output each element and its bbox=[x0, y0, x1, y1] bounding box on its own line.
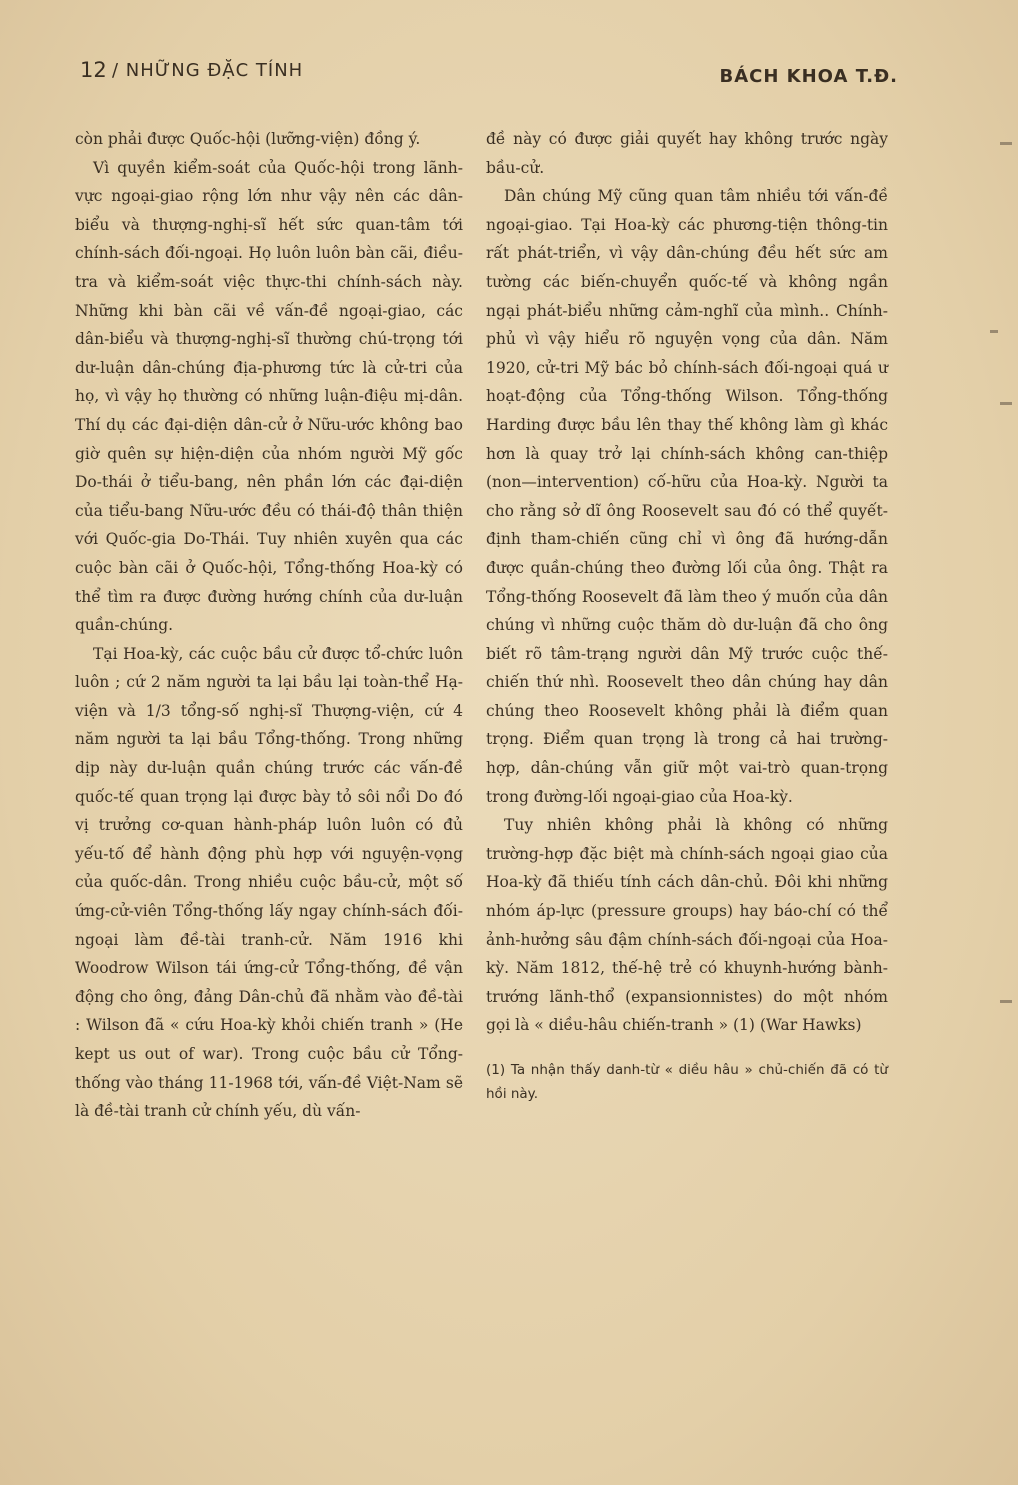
running-title: / NHỮNG ĐẶC TÍNH bbox=[112, 60, 304, 81]
margin-mark bbox=[1000, 142, 1012, 145]
margin-mark bbox=[1000, 1000, 1012, 1003]
footnote: (1) Ta nhận thấy danh-từ « diều hâu » chủ-chiến đã có từ hồi này. bbox=[486, 1062, 888, 1102]
page-header bbox=[80, 58, 898, 98]
margin-mark bbox=[1000, 402, 1012, 405]
margin-mark bbox=[990, 330, 998, 333]
paragraph: đề này có được giải quyết hay không trước ngày bầu-cử. bbox=[486, 130, 888, 177]
paragraph: Tuy nhiên không phải là không có những trường-hợp đặc biệt mà chính-sách ngoại giao của Hoa-kỳ đã thiếu tính cách dân-chủ. Đôi khi những nhóm áp-lực (pressure groups) hay báo-chí có thể ảnh-hưởng sâu đậm chính-sách đối-ngoại của Hoa-kỳ. Năm 1812, thế-hệ trẻ có khuynh-hướng bành-trướng lãnh-thổ (expansionnistes) do một nhóm gọi là « diều-hâu chiến-tranh » (1) (War Hawks) bbox=[486, 816, 888, 1035]
journal-title: BÁCH KHOA T.Đ. bbox=[719, 66, 898, 87]
paragraph: Dân chúng Mỹ cũng quan tâm nhiều tới vấn-đề ngoại-giao. Tại Hoa-kỳ các phương-tiện thông-tin rất phát-triển, vì vậy dân-chúng đều hết sức am tường các biến-chuyển quốc-tế và không ngần ngại phát-biểu những cảm-nghĩ của mình.. Chính-phủ vì vậy hiểu rõ nguyện vọng của dân. Năm 1920, cử-tri Mỹ bác bỏ chính-sách đối-ngoại quá ư hoạt-động của Tổng-thống Wilson. Tổng-thống Harding được bầu lên thay thế không làm gì khác hơn là quay trở lại chính-sách không can-thiệp (non—intervention) cố-hữu của Hoa-kỳ. Người ta cho rằng sở dĩ ông Roosevelt sau đó có thể quyết-định tham-chiến cũng chỉ vì ông đã hướng-dẫn được quần-chúng theo đường lối của ông. Thật ra Tổng-thống Roosevelt đã làm theo ý muốn của dân chúng vì những cuộc thăm dò dư-luận đã cho ông biết rõ tâm-trạng người dân Mỹ trước cuộc thế-chiến thứ nhì. Roosevelt theo dân chúng hay dân chúng theo Roosevelt không phải là điểm quan trọng. Điểm quan trọng là trong cả hai trường-hợp, dân-chúng vẫn giữ một vai-trò quan-trọng trong đường-lối ngoại-giao của Hoa-kỳ. bbox=[486, 187, 888, 806]
paragraph: còn phải được Quốc-hội (lưỡng-viện) đồng ý. bbox=[75, 130, 421, 148]
paragraph: Tại Hoa-kỳ, các cuộc bầu cử được tổ-chức luôn luôn ; cứ 2 năm người ta lại bầu lại toàn-thể Hạ-viện và 1/3 tổng-số nghị-sĩ Thượng-viện, cứ 4 năm người ta lại bầu Tổng-thống. Trong những dịp này dư-luận quần chúng trước các vấn-đề quốc-tế quan trọng lại được bày tỏ sôi nổi Do đó vị trưởng cơ-quan hành-pháp luôn luôn có đủ yếu-tố để hành động phù hợp với nguyện-vọng của quốc-dân. Trong nhiều cuộc bầu-cử, một số ứng-cử-viên Tổng-thống lấy ngay chính-sách đối-ngoại làm đề-tài tranh-cử. Năm 1916 khi Woodrow Wilson tái ứng-cử Tổng-thống, đề vận động cho ông, đảng Dân-chủ đã nhằm vào đề-tài : Wilson đã « cứu Hoa-kỳ khỏi chiến tranh » (He kept us out of war). Trong cuộc bầu cử Tổng-thống vào tháng 11-1968 tới, vấn-đề Việt-Nam sẽ là đề-tài tranh cử chính yếu, dù vấn- bbox=[75, 644, 463, 1121]
left-column bbox=[75, 125, 463, 1126]
paragraph: Vì quyền kiểm-soát của Quốc-hội trong lãnh-vực ngoại-giao rộng lớn như vậy nên các dân-biểu và thượng-nghị-sĩ hết sức quan-tâm tới chính-sách đối-ngoại. Họ luôn luôn bàn cãi, điều-tra và kiểm-soát việc thực-thi chính-sách này. Những khi bàn cãi về vấn-đề ngoại-giao, các dân-biểu và thượng-nghị-sĩ thường chú-trọng tới dư-luận dân-chúng địa-phương tức là cử-tri của họ, vì vậy họ thường có những luận-điệu mị-dân. Thí dụ các đại-diện dân-cử ở Nữu-ước không bao giờ quên sự hiện-diện của nhóm người Mỹ gốc Do-thái ở tiểu-bang, nên phần lớn các đại-diện của tiểu-bang Nữu-ước đều có thái-độ thân thiện với Quốc-gia Do-Thái. Tuy nhiên xuyên qua các cuộc bàn cãi ở Quốc-hội, Tổng-thống Hoa-kỳ có thể tìm ra được đường hướng chính của dư-luận quần-chúng. bbox=[75, 158, 463, 635]
right-column bbox=[486, 125, 888, 1106]
page-number: 12 bbox=[80, 58, 107, 82]
